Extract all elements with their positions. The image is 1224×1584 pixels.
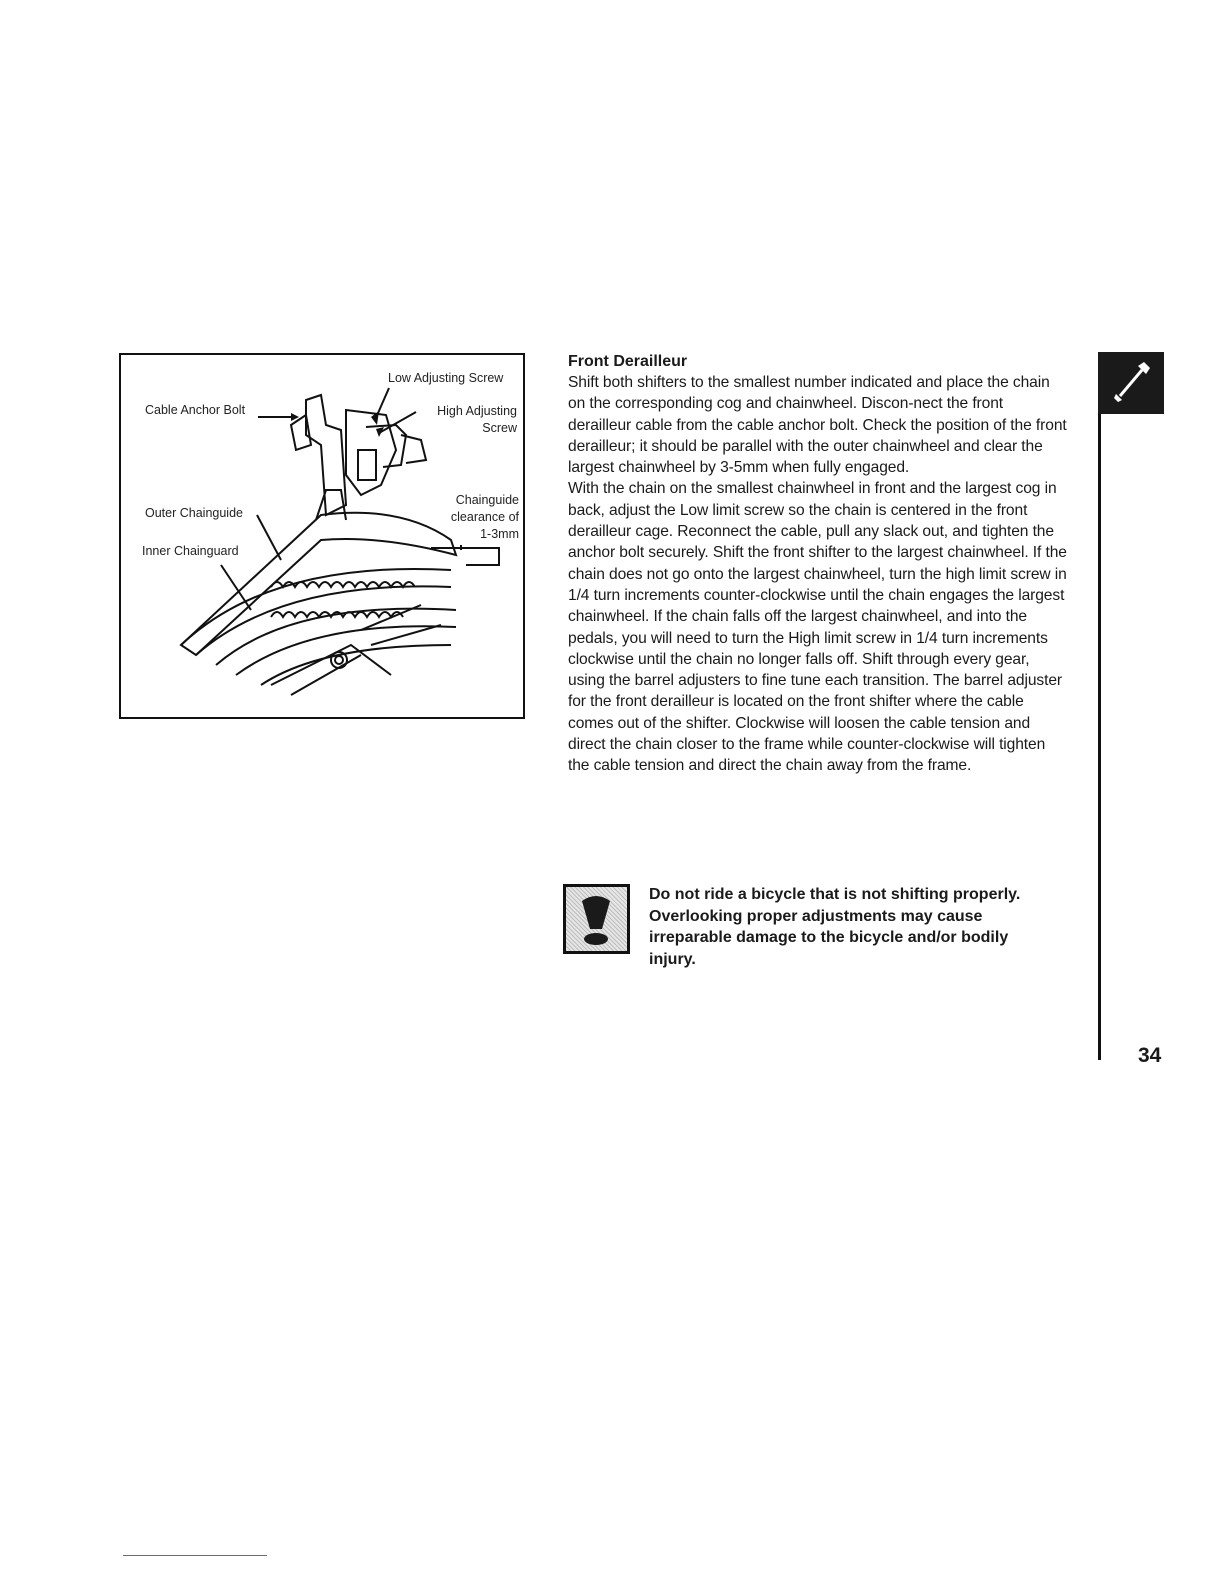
footer-rule [123, 1555, 267, 1556]
paragraph-2: With the chain on the smallest chainwheel in front and the largest cog in back, adjust the Low limit screw so the chain is centered in the front derailleur cage. Reconnect the cable, pull any slack out, and tighten the anchor bolt securely. Shift the front shifter to the largest chainwheel. If the chain does not go onto the largest chainwheel, turn the high limit screw in 1/4 turn increments counter-clockwise until the chain engages the largest chainwheel. If the chain falls off the largest chainwheel, and into the pedals, you will need to turn the High limit screw in 1/4 turn increments clockwise until the chain no longer falls off. Shift through every gear, using the barrel adjusters to fine tune each transition. The barrel adjuster for the front derailleur is located on the front shifter where the cable comes out of the shifter. Clockwise will loosen the cable tension and direct the chain closer to the frame while counter-clockwise will tighten the cable tension and direct the chain away from the frame. [568, 480, 1067, 775]
chainguide-label-3: 1-3mm [480, 527, 519, 541]
side-rule [1098, 352, 1101, 1060]
paragraph-1: Shift both shifters to the smallest number indicated and place the chain on the corresponding cog and chainwheel. Discon-nect the front derailleur cable from the cable anchor bolt. Check the position of the front derailleur; it should be parallel with the outer chainwheel and clear the largest chainwheel by 3-5mm when fully engaged. [568, 374, 1067, 477]
derailleur-figure [119, 353, 525, 719]
chainguide-label-1: Chainguide [455, 493, 519, 507]
high-adjusting-screw-label-1: High Adjusting [437, 404, 517, 418]
warning-icon [563, 884, 630, 954]
high-adjusting-screw-label-2: Screw [482, 421, 517, 435]
wrench-icon [1098, 352, 1164, 414]
inner-chainguard-label: Inner Chainguard [142, 544, 239, 558]
page-number: 34 [1138, 1044, 1162, 1067]
section-heading: Front Derailleur [568, 353, 688, 370]
warning-callout [563, 884, 1063, 974]
tools-tab [1098, 352, 1164, 414]
chainguide-label-2: clearance of [450, 510, 519, 524]
warning-text: Do not ride a bicycle that is not shifting properly. Overlooking proper adjustments may cause irreparable damage to the bicycle and/or bodily injury. [649, 886, 1021, 968]
outer-chainguide-label: Outer Chainguide [145, 506, 243, 520]
low-adjusting-screw-label: Low Adjusting Screw [388, 371, 504, 385]
cable-anchor-bolt-label: Cable Anchor Bolt [145, 403, 246, 417]
front-derailleur-section [568, 352, 1068, 777]
